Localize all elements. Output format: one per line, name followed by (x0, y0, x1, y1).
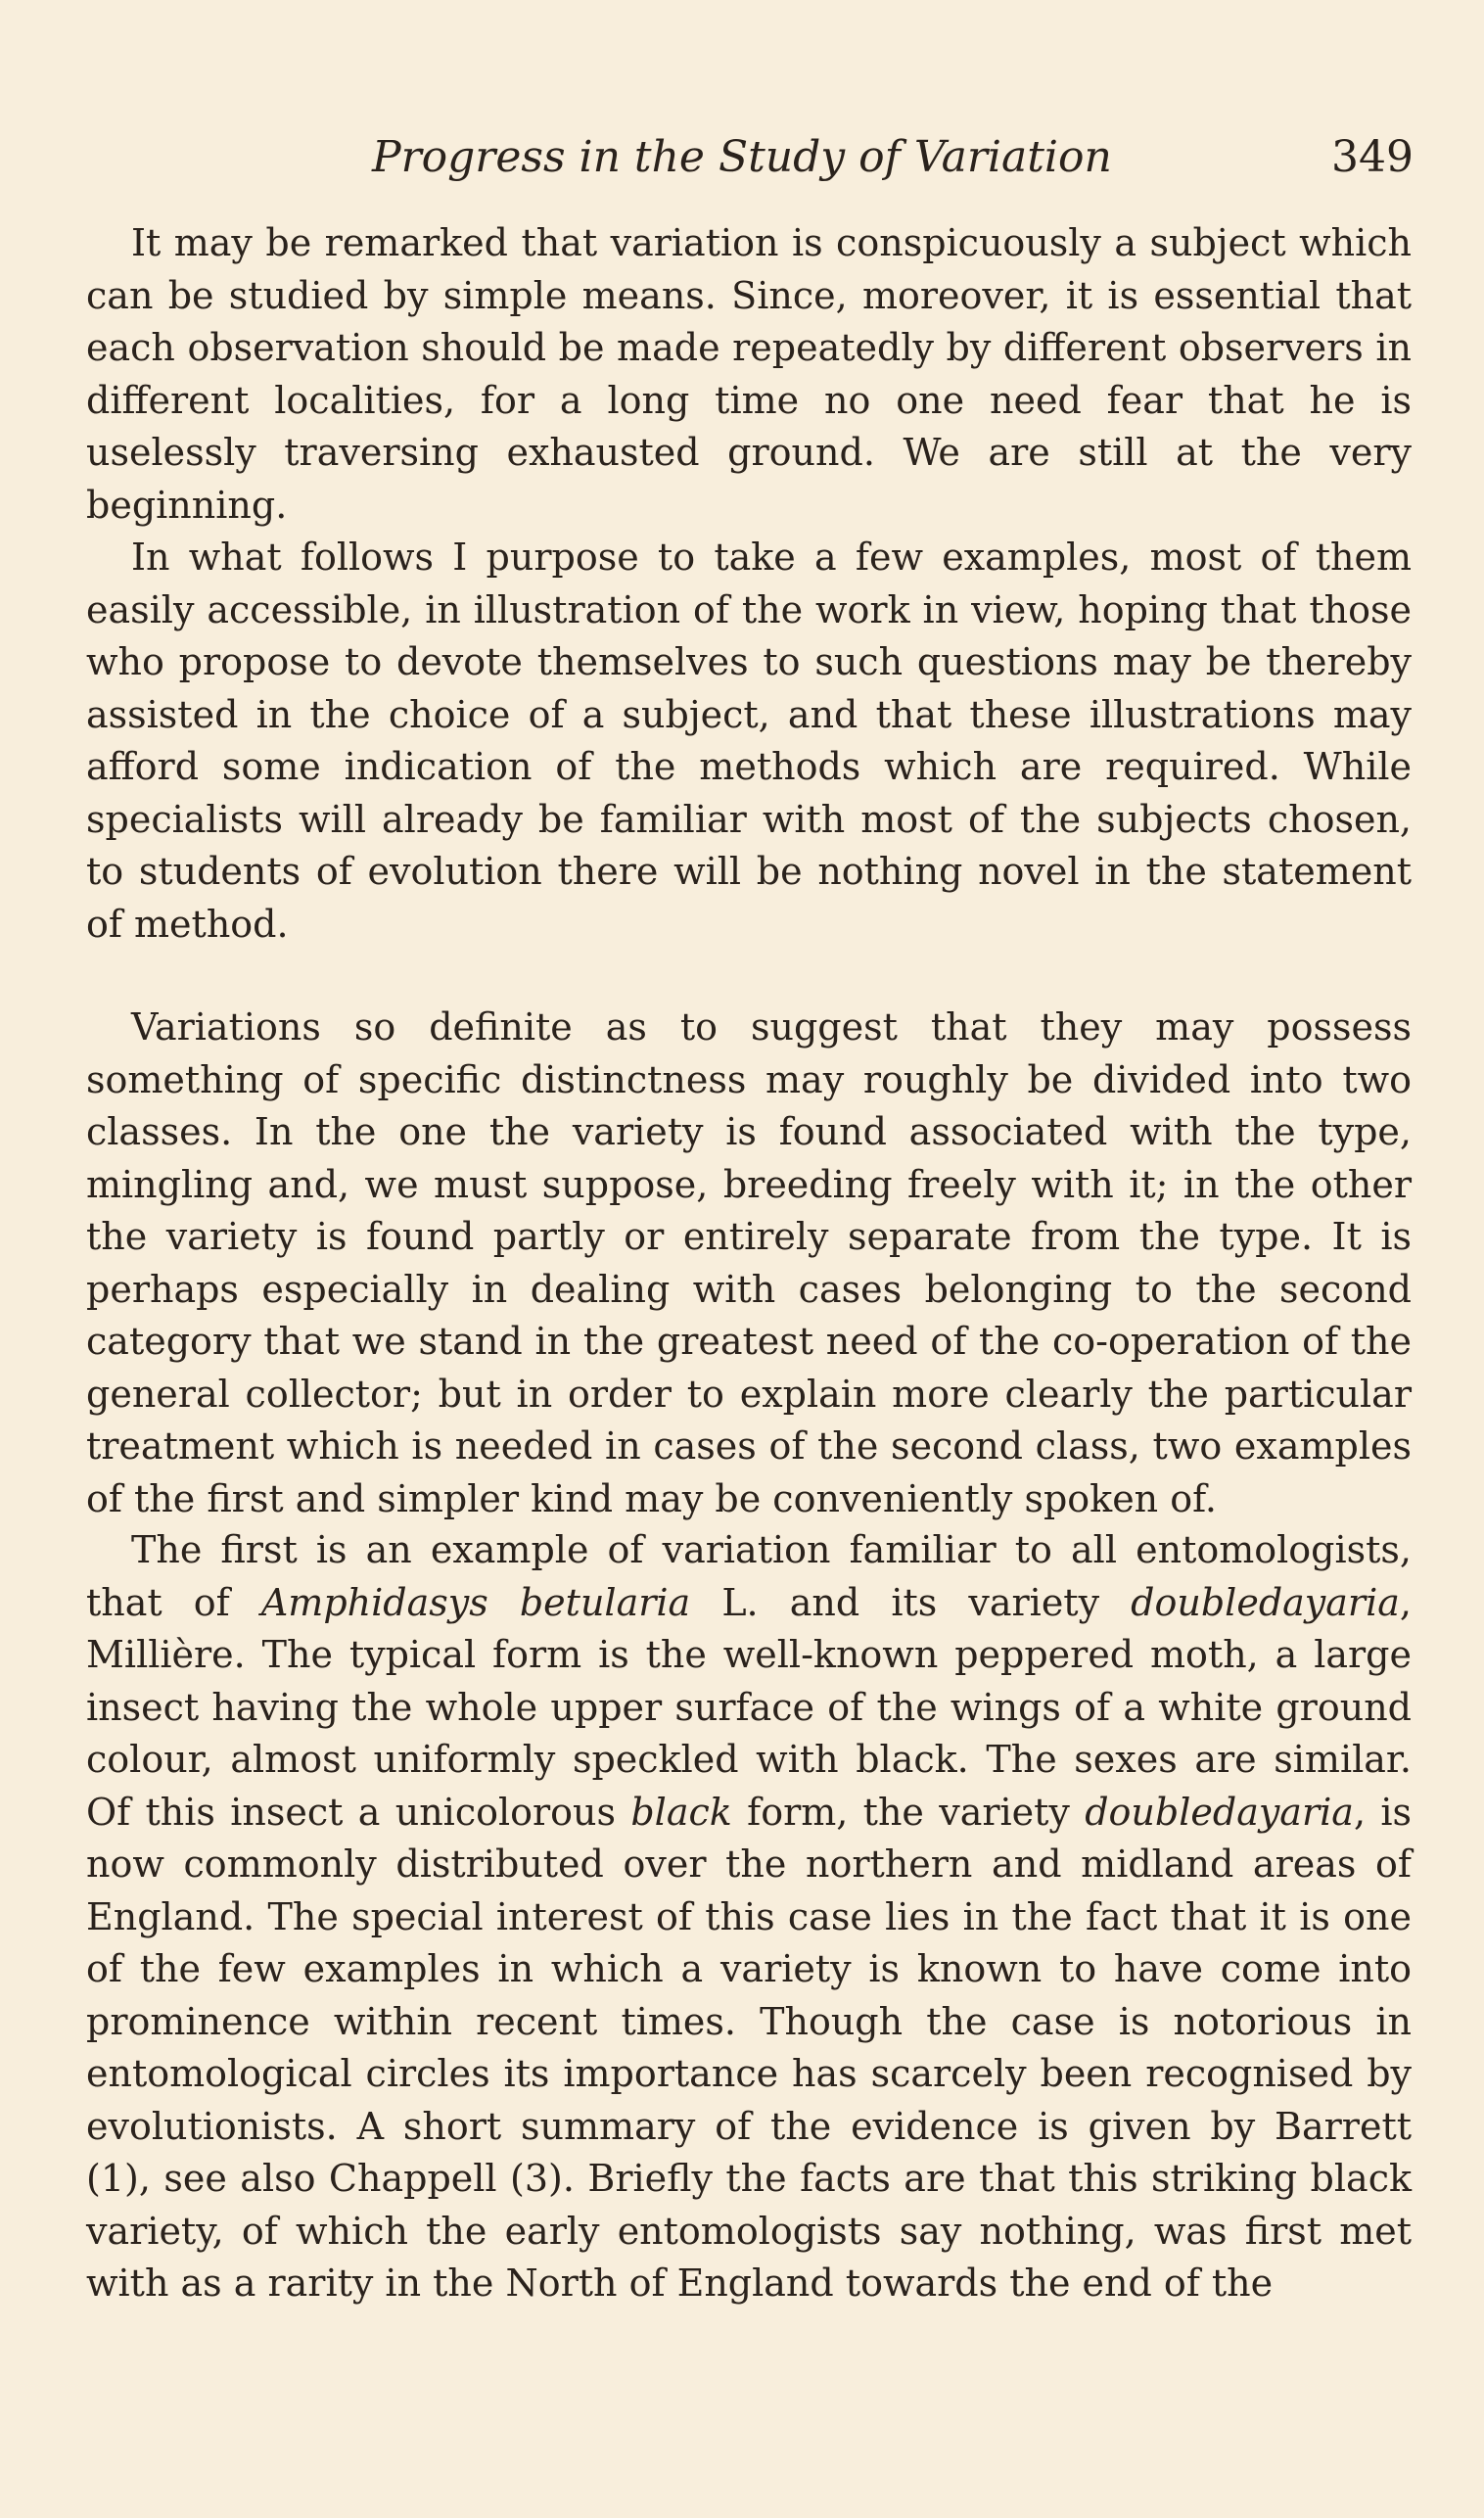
paragraph-2 (86, 532, 1412, 951)
paragraph-4 (86, 1524, 1412, 2310)
variety-name-2: doubledayaria (1085, 1790, 1354, 1834)
species-name: Amphidasys betularia (260, 1580, 691, 1624)
paragraph-1-text: It may be remarked that variation is conspicuously a subject which can be studied by simple means. Since, moreover, it is essential that each observation should be made repeatedly by different observers in different localities, for a long time no one need fear that he is uselessly traversing exhausted ground. We are still at the very beginning. (86, 221, 1412, 527)
variety-name: doubledayaria (1131, 1580, 1400, 1624)
paragraph-3-text: Variations so definite as to suggest that they may possess something of specific distinctness may roughly be divided into two classes. In the one the variety is found associated with the type, mingling and, we must suppose, breeding freely with it; in the other the variety is found partly or entirely separate from the type. It is perhaps especially in dealing with cases belonging to the second category that we stand in the greatest need of the co-operation of the general collector; but in order to explain more clearly the particular treatment which is needed in cases of the second class, two examples of the first and simpler kind may be conveniently spoken of. (86, 1005, 1412, 1520)
page-number: 349 (1331, 132, 1414, 182)
paragraph-2-text: In what follows I purpose to take a few examples, most of them easily accessible, in illustration of the work in view, hoping that those who propose to devote themselves to such questions may be thereby assisted in the choice of a subject, and that these illustrations may afford some indication of the methods which are required. While specialists will already be familiar with most of the subjects chosen, to students of evolution there will be nothing novel in the statement of method. (86, 536, 1412, 946)
running-title: Progress in the Study of Variation (372, 132, 1112, 182)
paragraph-4-text-2: L. and its variety (690, 1580, 1132, 1624)
paragraph-1 (86, 217, 1412, 532)
paragraph-3 (86, 1002, 1412, 1525)
paragraph-4-text-5: , is now commonly distributed over the northern and midland areas of England. The special interest of this case lies in the fact that it is one of the few examples in which a variety is known to have come into prominence within recent times. Though the case is notorious in entomological circles its importance has scarcely been recognised by evolutionists. A short summary of the evidence is given by Barrett (1), see also Chappell (3). Briefly the facts are that this striking black variety, of which the early entomologists say nothing, was first met with as a rarity in the North of England towards the end of the (86, 1790, 1413, 2305)
paragraph-4-text-4: form, the variety (731, 1790, 1086, 1834)
running-head (372, 129, 1414, 186)
paragraph-4-text-1: The first is an example of variation familiar to all entomologists, that of (86, 1528, 1412, 1624)
emphasis-black: black (630, 1790, 732, 1834)
paragraph-4-text-3: , Millière. The typical form is the well-known peppered moth, a large insect having the whole upper surface of the wings of a white ground colour, almost uniformly speckled with black. The sexes are similar. Of this insect a unicolorous (86, 1580, 1412, 1834)
